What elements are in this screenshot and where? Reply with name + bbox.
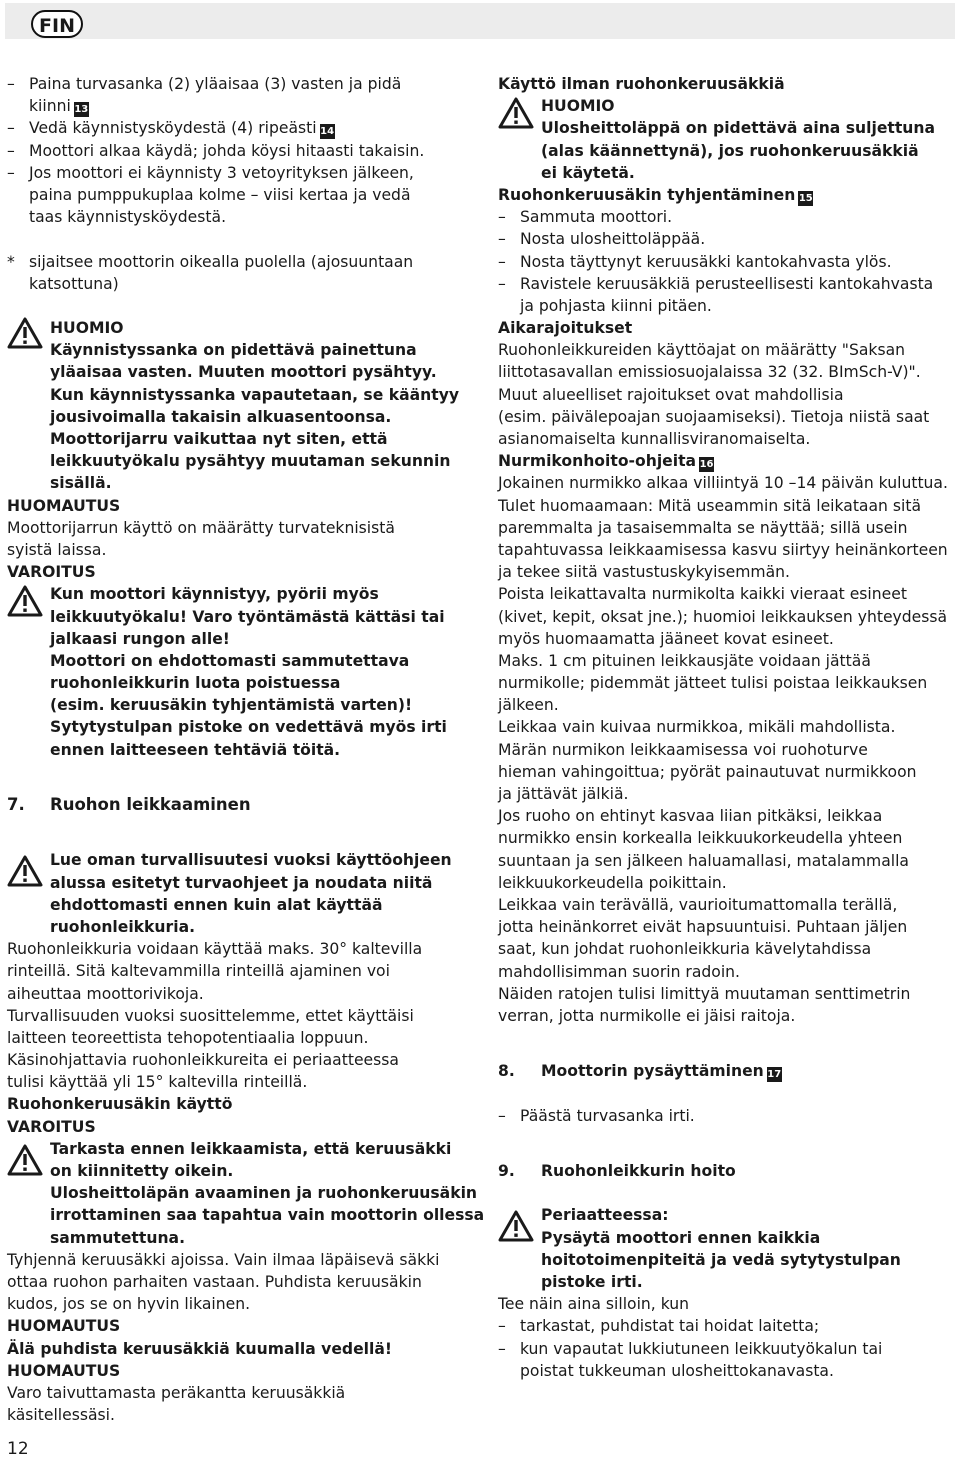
list-item: – Vedä käynnistysköydestä (4) ripeästi 14: [7, 119, 335, 138]
paragraph-line: Leikkaa vain kuivaa nurmikkoa, mikäli mahdollista.: [498, 718, 896, 737]
huomautus-heading: HUOMAUTUS: [7, 1317, 121, 1336]
language-badge: FIN: [31, 10, 83, 38]
figure-ref-badge: 16: [699, 459, 714, 471]
warning-triangle-icon: [498, 1210, 534, 1242]
varoitus-heading: VAROITUS: [7, 1117, 96, 1136]
list-item: – Nosta täyttynyt keruusäkki kantokahvasta ylös.: [498, 252, 892, 271]
header-bar: [5, 3, 955, 39]
figure-ref-badge: 15: [798, 192, 813, 204]
paragraph-line: leikkuukorkeudella poikittain.: [498, 873, 727, 892]
section-heading-8: 8. Moottorin pysäyttäminen 17: [498, 1062, 782, 1081]
paragraph-line: Tulet huomaamaan: Mitä useammin sitä leikataan sitä: [498, 496, 922, 515]
warning-triangle-icon: [7, 855, 43, 887]
paragraph-line: verran, jotta nurmikolle ei jäisi raitoja.: [498, 1006, 796, 1025]
time-heading: Aikarajoitukset: [498, 319, 633, 338]
figure-ref-badge: 14: [320, 126, 335, 138]
principle-notice: Periaatteessa: Pysäytä moottori ennen kaikkia hoitotoimenpiteitä ja vedä sytytystulpan pistoke irti.: [498, 1204, 954, 1293]
varoitus-heading: VAROITUS: [7, 563, 96, 582]
paragraph-line: Jos ruoho on ehtinyt kasvaa liian pitkäksi, leikkaa: [498, 807, 883, 826]
paragraph-line: ja jättävät jälkiä.: [498, 785, 629, 803]
paragraph-line: Poista leikattavalta nurmikolta kaikki vieraat esineet: [498, 585, 907, 604]
list-item: – kun vapautat lukkiutuneen leikkuutyökalun tai poistat tukkeuman ulosheittokanavasta.: [498, 1339, 883, 1380]
list-item: – tarkastat, puhdistat tai hoidat laitetta;: [498, 1317, 820, 1336]
huomio-notice: HUOMIO Ulosheittoläppä on pidettävä aina suljettuna (alas käännettynä), jos ruohonkeruusäkkiä ei käytetä.: [498, 95, 954, 184]
footnote: * sijaitsee moottorin oikealla puolella (ajosuuntaan katsottuna): [7, 252, 414, 293]
lawn-text: [498, 472, 954, 1027]
warning-triangle-icon: [7, 1144, 43, 1176]
footnote-asterisk: *: [7, 252, 15, 271]
paragraph-line: nurmikko ensin korkealla leikkuukorkeudella yhteen: [498, 829, 903, 848]
huomautus-heading: HUOMAUTUS: [7, 1361, 121, 1380]
safety-notice: Lue oman turvallisuutesi vuoksi käyttöohjeen alussa esitetyt turvaohjeet ja noudata niitä ehdottomasti ennen kuin alat käyttää ruohonleikkuria.: [7, 849, 467, 938]
warning-triangle-icon: [7, 317, 43, 349]
varoitus-notice: Kun moottori käynnistyy, pyörii myös leikkuutyökalu! Varo työntämästä kättäsi tai jalkaasi rungon alle! Moottori on ehdottomasti sammutettava ruohonleikkurin luota poistuessa (esim. keruusäkin tyhjentämistä varten)! Sytytystulpan pistoke on vedettävä myös irti ennen laitteeseen tehtäviä töitä.: [7, 583, 467, 761]
warning-triangle-icon: [7, 585, 43, 617]
list-item: – Päästä turvasanka irti.: [498, 1106, 695, 1125]
paragraph-line: jotta heinänkorret eivät hapsuuntuisi. Puhtaan jäljen: [498, 918, 908, 937]
list-item: – Jos moottori ei käynnisty 3 vetoyrityksen jälkeen, paina pumppukuplaa kolme – viisi kertaa ja vedä taas käynnistysköydestä.: [7, 163, 414, 227]
list-item: – Paina turvasanka (2) yläaisaa (3) vasten ja pidä kiinni 13: [7, 75, 402, 116]
paragraph-line: Maks. 1 cm pituinen leikkausjäte voidaan jättää: [498, 651, 871, 670]
emptying-heading: Ruohonkeruusäkin tyhjentäminen 15: [498, 185, 813, 204]
section-heading-9: 9. Ruohonleikkurin hoito: [498, 1162, 736, 1180]
paragraph-line: paremmalta ja tasaisemmalta se näyttää; sillä usein: [498, 518, 908, 537]
lawn-heading: Nurmikonhoito-ohjeita 16: [498, 452, 714, 471]
warning-triangle-icon: [498, 97, 534, 129]
varoitus-notice: Tarkasta ennen leikkaamista, että keruusäkki on kiinnitetty oikein. Ulosheittoläpän avaaminen ja ruohonkeruusäkin irrottaminen saa tapahtua vain moottorin ollessa sammutettuna.: [7, 1138, 467, 1249]
paragraph-line: (kivet, kepit, oksat jne.); huomioi leikkauksen yhteydessä: [498, 607, 948, 626]
paragraph-line: nurmikolle; pidemmät jätteet tulisi poistaa leikkauksen: [498, 674, 928, 693]
paragraph-line: saat, kun johdat ruohonleikkuria kävelytahdissa: [498, 940, 872, 959]
list-item: – Sammuta moottori.: [498, 208, 673, 227]
no-box-heading: Käyttö ilman ruohonkeruusäkkiä: [498, 75, 785, 93]
list-item: – Nosta ulosheittoläppää.: [498, 230, 706, 249]
grassbox-heading: Ruohonkeruusäkin käyttö: [7, 1095, 233, 1114]
paragraph-line: tapahtuvassa leikkaamisessa kasvu siirtyy heinänkorteen: [498, 540, 948, 559]
paragraph-line: Jokainen nurmikko alkaa villiintyä 10 –14 päivän kuluttua.: [498, 474, 948, 493]
paragraph-line: jälkeen.: [498, 696, 559, 715]
paragraph-line: suuntaan ja sen jälkeen haluamallasi, matalammalla: [498, 851, 909, 870]
left-column: – Paina turvasanka (2) yläaisaa (3) vasten ja pidä kiinni 13 – Vedä käynnistysköydestä (4) ripeästi 14 – Moottori alkaa käydä; johda köysi hitaasti takaisin. – Jos moottori ei käynnisty 3 vetoyrityksen jälkeen, paina pumppukuplaa kolme – viisi kertaa ja vedä taas käynnistysköydestä. * sijaitsee moottorin oikealla puolella (ajosuuntaan katsottuna) HUOMIO Käynnistyssanka on pidettävä painettuna yläaisaa vasten. Muuten moottori pysähtyy. Kun käynnistyssanka vapautetaan, se kääntyy jousivoimalla takaisin alkuasentoonsa. Moottorijarru vaikuttaa nyt siten, että leikkuutyökalu pysähtyy muutaman sekunnin sisällä. HUOMAUTUS Moottorijarrun käyttö on määrätty turvateknisistä syistä laissa. VAROITUS Kun moottori käynnistyy, pyörii myös leikkuutyökalu! Varo työntämästä kättäsi tai jalkaasi rungon alle! Moottori on ehdottomasti sammutettava ruohonleikkurin luota poistuessa (esim. keruusäkin tyhjentämistä varten)! Sytytystulpan pistoke on vedettävä myös irti ennen laitteeseen tehtäviä töitä. 7. Ruohon leikkaaminen Lue oman turvallisuutesi vuoksi käyttöohjeen alussa esitetyt turvaohjeet ja noudata niitä ehdottomasti ennen kuin alat käyttää ruohonleikkuria. Ruohonleikkuria voidaan käyttää maks. 30° kaltevilla rinteillä. Sitä kaltevammilla rinteillä ajaminen voi aiheuttaa moottorivikoja. Turvallisuuden vuoksi suosittelemme, ettet käyttäisi laitteen teoreettista tehopotentiaalia loppuun. Käsinohjattavia ruohonleikkureita ei periaatteessa tulisi käyttää yli 15° kaltevilla rinteillä. Ruohonkeruusäkin käyttö VAROITUS Tarkasta ennen leikkaamista, että keruusäkki on kiinnitetty oikein. Ulosheittoläpän avaaminen ja ruohonkeruusäkin irrottaminen saa tapahtua vain moottorin ollessa sammutettuna. Tyhjennä keruusäkki ajoissa. Vain ilmaa läpäisevä säkki ottaa ruohon parhaiten vastaan. Puhdista keruusäkin kudos, jos se on hyvin likainen. HUOMAUTUS Älä puhdista keruusäkkiä kuumalla vedellä! HUOMAUTUS Varo taivuttamasta peräkantta keruusäkkiä käsitellessäsi.: [7, 75, 485, 1425]
paragraph-line: Näiden ratojen tulisi limittyä muutaman senttimetrin: [498, 984, 911, 1003]
list-item: – Ravistele keruusäkkiä perusteellisesti kantokahvasta ja pohjasta kiinni pitäen.: [498, 274, 934, 315]
huomio-notice: HUOMIO Käynnistyssanka on pidettävä painettuna yläaisaa vasten. Muuten moottori pysähtyy. Kun käynnistyssanka vapautetaan, se kääntyy jousivoimalla takaisin alkuasentoonsa. Moottorijarru vaikuttaa nyt siten, että leikkuutyökalu pysähtyy muutaman sekunnin sisällä.: [7, 317, 467, 495]
figure-ref-badge: 13: [74, 104, 89, 116]
paragraph-line: Märän nurmikon leikkaamisessa voi ruohoturve: [498, 740, 868, 759]
paragraph-line: hieman vahingoittua; pyörät painautuvat nurmikkoon: [498, 762, 917, 781]
figure-ref-badge: 17: [767, 1069, 782, 1081]
paragraph-line: ja tekee siitä vastustuskykyisemmän.: [498, 563, 790, 582]
right-column: Käyttö ilman ruohonkeruusäkkiä HUOMIO Ulosheittoläppä on pidettävä aina suljettuna (alas käännettynä), jos ruohonkeruusäkkiä ei käytetä. Ruohonkeruusäkin tyhjentäminen 15 – Sammuta moottori. – Nosta ulosheittoläppää. – Nosta täyttynyt keruusäkki kantokahvasta ylös. – Ravistele keruusäkkiä perusteellisesti kantokahvasta ja pohjasta kiinni pitäen. Aikarajoitukset Ruohonleikkureiden käyttöajat on määrätty "Saksan liittotasavallan emissiosuojalaissa 32 (32. BImSch-V)". Muut alueelliset rajoitukset ovat mahdollisia (esim. päivälepoajan suojaamiseksi). Tietoja niistä saat asianomaiselta kunnallisviranomaiselta. Nurmikonhoito-ohjeita 16 Jokainen nurmikko alkaa villiintyä 10 –14 päivän kuluttua. Tulet huomaamaan: Mitä useammin sitä leikataan sitä paremmalta ja tasaisemmalta se näyttää; sillä usein tapahtuvassa leikkaamisessa kasvu siirtyy heinänkorteen ja tekee siitä vastustuskykyisemmän. Poista leikattavalta nurmikolta kaikki vieraat esineet (kivet, kepit, oksat jne.); huomioi leikkauksen yhteydessä myös huomaamatta jääneet kovat esineet. Maks. 1 cm pituinen leikkausjäte voidaan jättää nurmikolle; pidemmät jätteet tulisi poistaa leikkauksen jälkeen. Leikkaa vain kuivaa nurmikkoa, mikäli mahdollista. Märän nurmikon leikkaamisessa voi ruohoturve hieman vahingoittua; pyörät painautuvat nurmikkoon ja jättävät jälkiä. Jos ruoho on ehtinyt kasvaa liian pitkäksi, leikkaa nurmikko ensin korkealla leikkuukorkeudella yhteen suuntaan ja sen jälkeen haluamallasi, matalammalla leikkuukorkeudella poikittain. Leikkaa vain terävällä, vaurioitumattomalla terällä, jotta heinänkorret eivät hapsuuntuisi. Puhtaan jäljen saat, kun johdat ruohonleikkuria kävelytahdissa mahdollisimman suorin radoin. Näiden ratojen tulisi limittyä muutaman senttimetrin verran, jotta nurmikolle ei jäisi raitoja. 8. Moottorin pysäyttäminen 17 – Päästä turvasanka irti. 9. Ruohonleikkurin hoito Periaatteessa: Pysäytä moottori ennen kaikkia hoitotoimenpiteitä ja vedä sytytystulpan pistoke irti. Tee näin aina silloin, kun – tarkastat, puhdistat tai hoidat laitetta; – kun vapautat lukkiutuneen leikkuutyökalun tai poistat tukkeuman ulosheittokanavasta.: [498, 73, 954, 1382]
page-number: 12: [7, 1439, 29, 1459]
paragraph-line: Leikkaa vain terävällä, vaurioitumattomalla terällä,: [498, 895, 898, 914]
section-heading-7: 7. Ruohon leikkaaminen: [7, 795, 251, 814]
list-item: – Moottori alkaa käydä; johda köysi hitaasti takaisin.: [7, 141, 425, 160]
paragraph-line: mahdollisimman suorin radoin.: [498, 962, 741, 981]
huomautus-heading: HUOMAUTUS: [7, 496, 121, 515]
paragraph-line: myös huomaamatta jääneet kovat esineet.: [498, 629, 834, 648]
